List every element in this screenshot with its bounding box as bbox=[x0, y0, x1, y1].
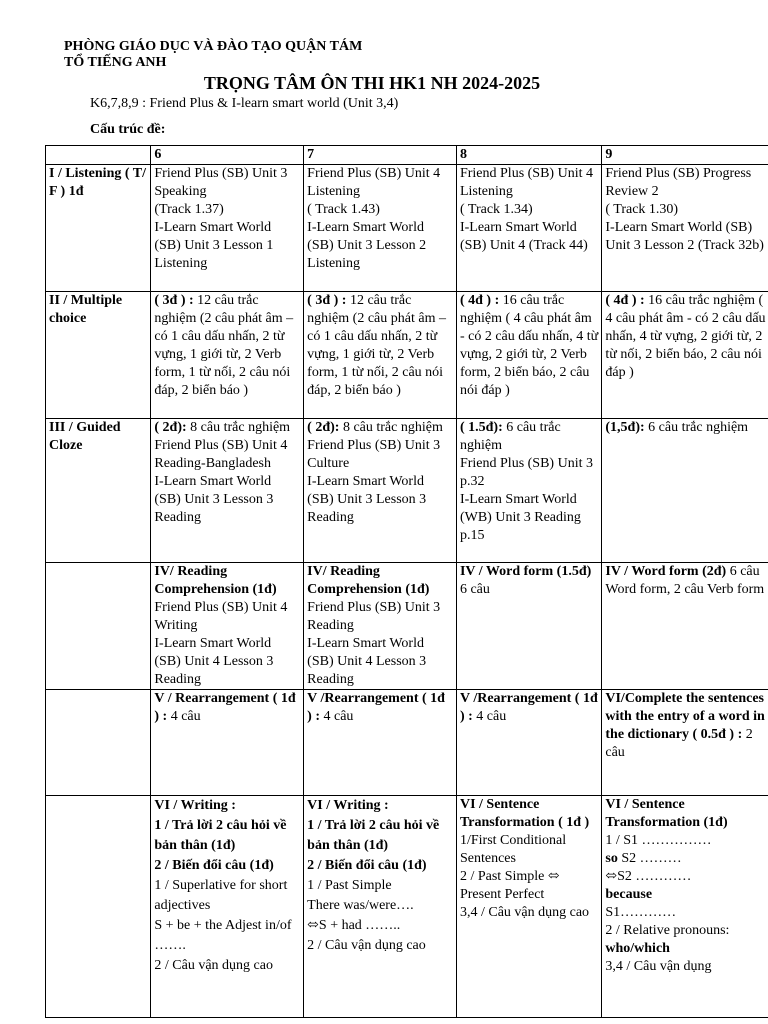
cell-heading: IV/ Reading Comprehension (1đ) bbox=[307, 564, 430, 597]
header-cell-grade-7: 7 bbox=[304, 146, 457, 165]
cell-line: (Track 1.37) bbox=[154, 202, 224, 217]
cell-line: 1 / Superlative for short adjectives bbox=[154, 878, 288, 913]
cell-text: 4 câu bbox=[476, 709, 507, 724]
cell-line: I-Learn Smart World (SB) Unit 3 Lesson 3 Reading bbox=[154, 474, 274, 525]
table-cell bbox=[151, 796, 304, 1018]
cell-line: Friend Plus (SB) Unit 3 Reading bbox=[307, 600, 441, 633]
cell-line: I-Learn Smart World (SB) Unit 3 Lesson 1 Listening bbox=[154, 220, 274, 271]
cell-keyword: because bbox=[605, 887, 653, 902]
table-row bbox=[46, 690, 768, 796]
school-header: PHÒNG GIÁO DỤC VÀ ĐÀO TẠO QUẬN TÁM bbox=[64, 39, 363, 54]
cell-line: ⬄S + had …….. bbox=[307, 918, 401, 933]
section-cell bbox=[46, 563, 151, 690]
exam-structure-table bbox=[45, 145, 768, 1018]
cell-score: ( 4đ ) : bbox=[459, 293, 500, 308]
cell-line: S + be + the Adjest in/of ……. bbox=[154, 918, 292, 953]
cell-text: 6 câu trắc nghiệm bbox=[459, 420, 561, 453]
table-cell bbox=[304, 563, 457, 690]
cell-heading: 2 / Biến đổi câu (1đ) bbox=[154, 858, 274, 873]
department-header: TỔ TIẾNG ANH bbox=[64, 55, 167, 70]
cell-line: 1 / Past Simple bbox=[307, 878, 392, 893]
table-cell bbox=[456, 292, 601, 419]
table-cell bbox=[151, 419, 304, 563]
table-cell bbox=[602, 292, 768, 419]
cell-score: ( 1.5đ): bbox=[459, 420, 503, 435]
section-cell bbox=[46, 690, 151, 796]
document-title: TRỌNG TÂM ÔN THI HK1 NH 2024-2025 bbox=[203, 73, 541, 93]
table-row bbox=[46, 292, 768, 419]
table-row bbox=[46, 796, 768, 1018]
cell-heading: VI / Writing : bbox=[307, 798, 389, 813]
table-cell bbox=[602, 419, 768, 563]
cell-line: I-Learn Smart World (SB) Unit 4 Lesson 3 Reading bbox=[307, 636, 427, 687]
cell-heading: IV / Word form (2đ) bbox=[605, 564, 727, 579]
cell-text: 4 câu bbox=[170, 709, 201, 724]
cell-line: Friend Plus (SB) Progress Review 2 bbox=[605, 166, 752, 199]
header-cell-grade-6: 6 bbox=[151, 146, 304, 165]
cell-heading: VI / Writing : bbox=[154, 798, 236, 813]
cell-heading: 2 / Biến đổi câu (1đ) bbox=[307, 858, 427, 873]
cell-heading: V /Rearrangement ( 1đ ) : bbox=[307, 691, 445, 724]
table-cell bbox=[456, 796, 601, 1018]
cell-keyword: who/which bbox=[605, 941, 670, 956]
cell-text: 2 câu bbox=[605, 727, 753, 760]
table-cell bbox=[456, 419, 601, 563]
cell-line: S1………… bbox=[605, 905, 677, 920]
table-cell bbox=[151, 292, 304, 419]
cell-heading: IV / Word form (1.5đ) bbox=[459, 564, 592, 579]
cell-line: Friend Plus (SB) Unit 3 Speaking bbox=[154, 166, 288, 199]
structure-label: Cấu trúc đề: bbox=[90, 122, 166, 137]
section-cell bbox=[46, 796, 151, 1018]
cell-line: Friend Plus (SB) Unit 3 p.32 bbox=[459, 456, 593, 489]
cell-heading: IV/ Reading Comprehension (1đ) bbox=[154, 564, 277, 597]
table-row bbox=[46, 165, 768, 292]
cell-text: S2 ……… bbox=[617, 851, 682, 866]
cell-line: 3,4 / Câu vận dụng cao bbox=[459, 905, 590, 920]
table-cell bbox=[456, 563, 601, 690]
cell-line: 2 / Câu vận dụng cao bbox=[307, 938, 426, 953]
cell-line: ( Track 1.34) bbox=[459, 202, 533, 217]
table-header-row bbox=[46, 146, 768, 165]
table-cell bbox=[151, 563, 304, 690]
cell-line: I-Learn Smart World (SB) Unit 3 Lesson 2 (Track 32b) bbox=[605, 220, 764, 253]
cell-heading: VI/Complete the sentences with the entry of a word in the dictionary ( 0.5đ ) : bbox=[605, 691, 765, 742]
cell-text: 12 câu trắc nghiệm (2 câu phát âm – có 1 câu dấu nhấn, 2 từ vựng, 1 giới từ, 2 Verb form, 1 từ nối, 2 câu nói đáp, 2 biển báo ) bbox=[307, 293, 446, 398]
cell-score: ( 4đ ) : bbox=[605, 293, 645, 308]
table-cell bbox=[304, 165, 457, 292]
cell-score: ( 3đ ) : bbox=[154, 293, 194, 308]
cell-text: 16 câu trắc nghiệm ( 4 câu phát âm - có 2 câu dấu nhấn, 4 từ vựng, 2 giới từ, 2 từ nối, 2 biển báo, 2 câu nói đáp ) bbox=[605, 293, 766, 380]
cell-line: ( Track 1.43) bbox=[307, 202, 380, 217]
table-cell bbox=[602, 690, 768, 796]
cell-line: Friend Plus (SB) Unit 4 Reading-Bangladesh bbox=[154, 438, 288, 471]
section-cell: II / Multiple choice bbox=[46, 292, 151, 419]
cell-score: ( 2đ): bbox=[307, 420, 340, 435]
cell-text: 4 câu bbox=[323, 709, 354, 724]
cell-keyword: so bbox=[605, 851, 618, 866]
cell-line: Friend Plus (SB) Unit 4 Writing bbox=[154, 600, 288, 633]
document-subtitle: K6,7,8,9 : Friend Plus & I-learn smart world (Unit 3,4) bbox=[90, 96, 399, 111]
header-cell-grade-9: 9 bbox=[602, 146, 768, 165]
cell-text: 6 câu bbox=[459, 582, 490, 597]
cell-heading: VI / Sentence Transformation (1đ) bbox=[605, 797, 728, 830]
table-cell bbox=[456, 165, 601, 292]
table-cell bbox=[304, 419, 457, 563]
cell-score: (1,5đ): bbox=[605, 420, 645, 435]
cell-heading: V / Rearrangement ( 1đ ) : bbox=[154, 691, 296, 724]
cell-text: 6 câu trắc nghiệm bbox=[648, 420, 749, 435]
cell-heading: 1 / Trả lời 2 câu hỏi về bản thân (1đ) bbox=[307, 818, 440, 853]
table-cell bbox=[602, 563, 768, 690]
cell-text: 16 câu trắc nghiệm ( 4 câu phát âm - có 2 câu dấu nhấn, 4 từ vựng, 2 giới từ, 2 Verb form, 2 biển báo, 2 câu nói đáp ) bbox=[459, 293, 599, 398]
cell-line: I-Learn Smart World (SB) Unit 3 Lesson 3 Reading bbox=[307, 474, 427, 525]
header-cell-blank bbox=[46, 146, 151, 165]
section-cell: I / Listening ( T/ F ) 1đ bbox=[46, 165, 151, 292]
cell-line: I-Learn Smart World (WB) Unit 3 Reading p.15 bbox=[459, 492, 581, 543]
cell-line: 2 / Relative pronouns: bbox=[605, 923, 730, 938]
cell-text: 12 câu trắc nghiệm (2 câu phát âm – có 1 câu dấu nhấn, 2 từ vựng, 1 giới từ, 2 Verb form, 1 từ nối, 2 câu nói đáp, 2 biển báo ) bbox=[154, 293, 294, 398]
table-cell bbox=[151, 165, 304, 292]
table-cell bbox=[151, 690, 304, 796]
cell-line: I-Learn Smart World (SB) Unit 3 Lesson 2 Listening bbox=[307, 220, 427, 271]
cell-heading: 1 / Trả lời 2 câu hỏi về bản thân (1đ) bbox=[154, 818, 287, 853]
cell-line: There was/were…. bbox=[307, 898, 414, 913]
cell-line: ( Track 1.30) bbox=[605, 202, 679, 217]
cell-line: Friend Plus (SB) Unit 4 Listening bbox=[459, 166, 593, 199]
cell-text: 8 câu trắc nghiệm bbox=[342, 420, 443, 435]
table-cell bbox=[304, 796, 457, 1018]
cell-score: ( 2đ): bbox=[154, 420, 187, 435]
cell-line: Friend Plus (SB) Unit 4 Listening bbox=[307, 166, 441, 199]
cell-line: 2 / Past Simple ⬄ Present Perfect bbox=[459, 869, 560, 902]
table-cell bbox=[304, 292, 457, 419]
section-cell: III / Guided Cloze bbox=[46, 419, 151, 563]
cell-text: 6 câu Word form, 2 câu Verb form bbox=[605, 564, 765, 597]
cell-score: ( 3đ ) : bbox=[307, 293, 347, 308]
cell-line: I-Learn Smart World (SB) Unit 4 (Track 44) bbox=[459, 220, 588, 253]
cell-line: 1 / S1 …………… bbox=[605, 833, 712, 848]
header-cell-grade-8: 8 bbox=[456, 146, 601, 165]
cell-line: ⬄S2 ………… bbox=[605, 869, 692, 884]
table-cell bbox=[456, 690, 601, 796]
cell-line: 2 / Câu vận dụng cao bbox=[154, 958, 273, 973]
table-cell bbox=[304, 690, 457, 796]
cell-heading: VI / Sentence Transformation ( 1đ ) bbox=[459, 797, 590, 830]
cell-text: 8 câu trắc nghiệm bbox=[190, 420, 291, 435]
table-row bbox=[46, 419, 768, 563]
cell-line: 3,4 / Câu vận dụng bbox=[605, 959, 712, 974]
cell-line: I-Learn Smart World (SB) Unit 4 Lesson 3 Reading bbox=[154, 636, 274, 687]
cell-heading: V /Rearrangement ( 1đ ) : bbox=[459, 691, 598, 724]
table-cell bbox=[602, 796, 768, 1018]
table-cell bbox=[602, 165, 768, 292]
cell-line: Friend Plus (SB) Unit 3 Culture bbox=[307, 438, 441, 471]
table-row bbox=[46, 563, 768, 690]
cell-line: 1/First Conditional Sentences bbox=[459, 833, 567, 866]
